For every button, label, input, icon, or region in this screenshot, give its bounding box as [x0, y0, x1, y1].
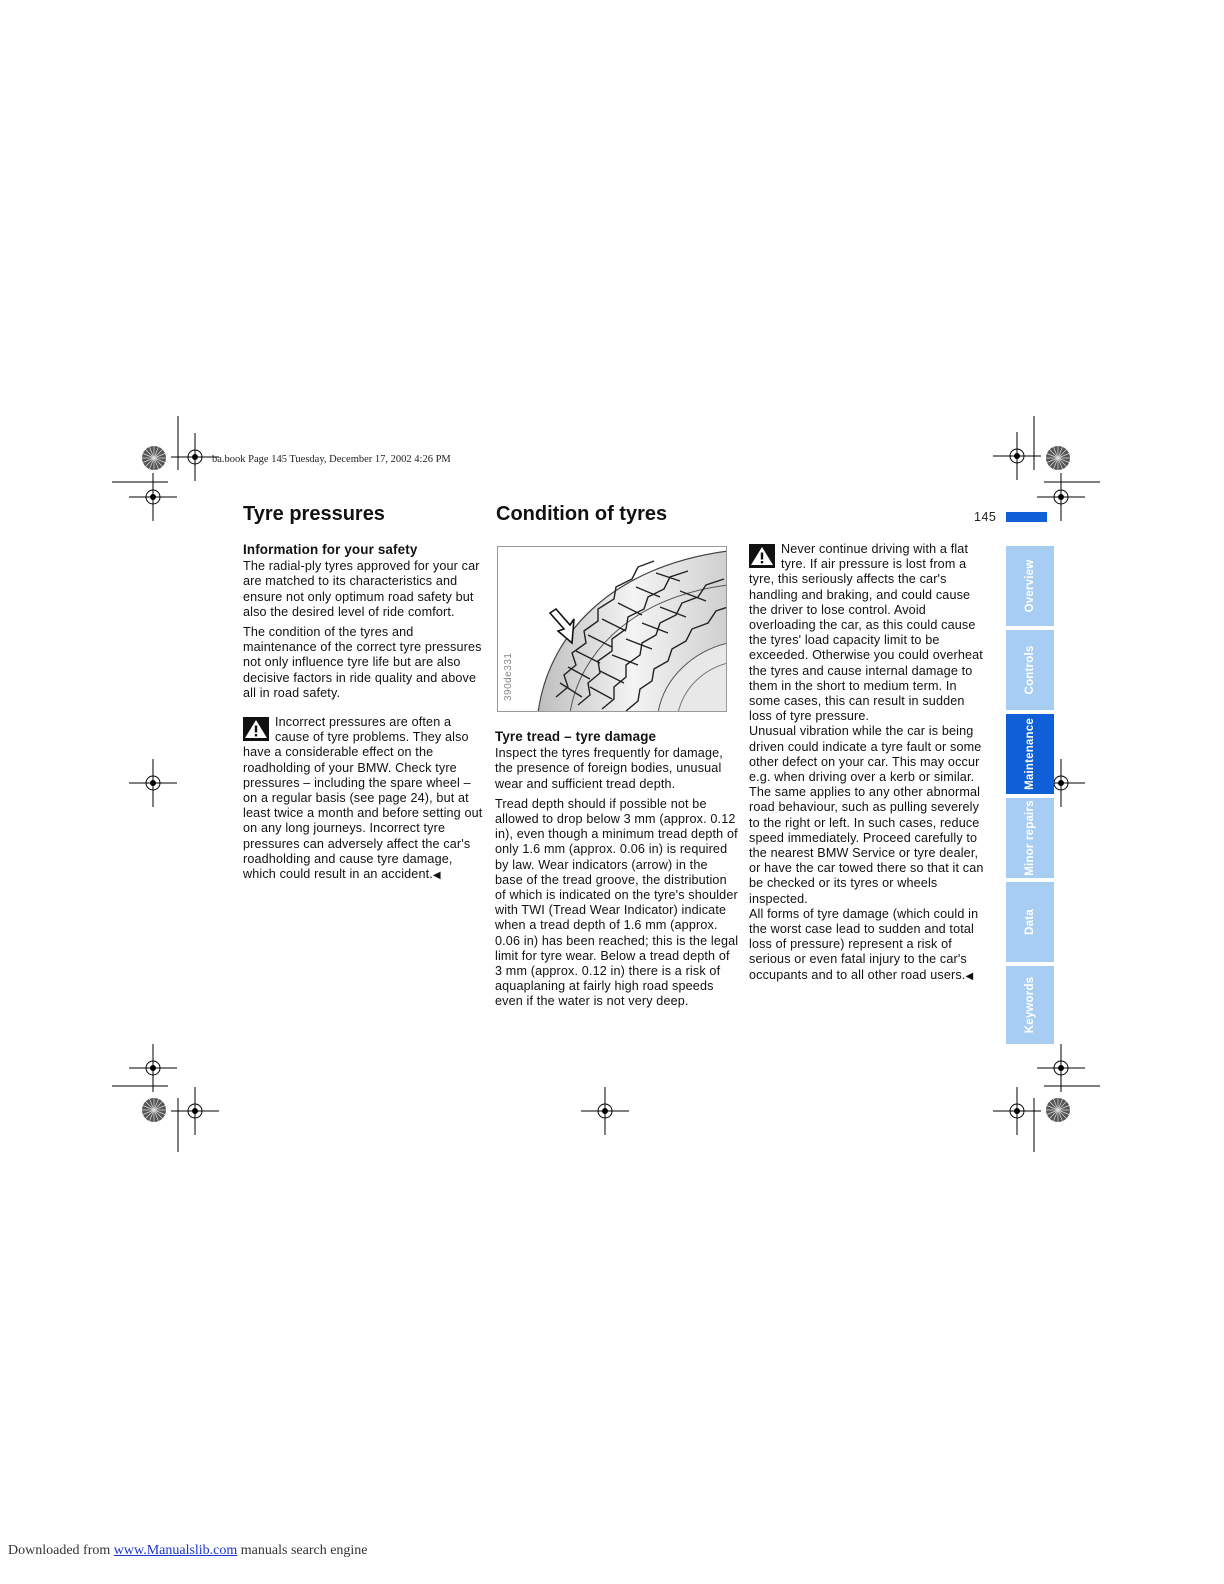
- tab-data[interactable]: [1006, 882, 1054, 962]
- section-title-condition-of-tyres: Condition of tyres: [496, 503, 668, 525]
- subheading-safety-info: Information for your safety: [243, 542, 418, 557]
- warning-triangle-icon: [749, 544, 775, 568]
- section-title-tyre-pressures: Tyre pressures: [243, 503, 385, 525]
- tab-controls[interactable]: [1006, 630, 1054, 710]
- page-number: 145: [974, 510, 997, 524]
- left-column: [243, 542, 487, 883]
- tab-label: Minor repairs: [1024, 800, 1036, 876]
- paragraph: The condition of the tyres and maintenance of the correct tyre pressures not only influence tyre life but are also decisive factors in ride quality and above all in road safety.: [243, 625, 482, 700]
- right-column: [749, 542, 991, 984]
- tyre-tread-illustration: [498, 547, 727, 712]
- end-mark-icon: ◀: [965, 970, 974, 982]
- end-mark-icon: ◀: [432, 870, 441, 882]
- paragraph: Tread depth should if possible not be allowed to drop below 3 mm (approx. 0.12 in), even though a minimum tread depth of only 1.6 mm (approx. 0.06 in) is required by law. Wear indicators (arrow) in the base of the tread groove, the distribution of which is indicated on the tyre's shoulder with TWI (Tread Wear Indicator) indicate when a tread depth of 1.6 mm (approx. 0.06 in) has been reached; this is the legal limit for tyre wear. Below a tread depth of 3 mm (approx. 0.12 in) there is a risk of aquaplaning at fairly high road speeds even if the water is not very deep.: [495, 796, 739, 1009]
- download-footer: [8, 1543, 368, 1559]
- warning-text-final: [749, 907, 991, 984]
- figure-id: 390de331: [503, 652, 514, 701]
- footer-prefix: Downloaded from: [8, 1543, 114, 1558]
- warning-block: [243, 715, 487, 883]
- middle-column: [495, 729, 739, 1015]
- tab-maintenance[interactable]: [1006, 714, 1054, 794]
- warning-text: Incorrect pressures are often a cause of tyre problems. They also have a considerable effect on the roadholding of your BMW. Check tyre pressures – including the spare wheel – on a regular basis (see page 24), but at least twice a month and before setting out on any long journeys. Incorrect tyre pressures can adversely affect the car's roadholding and cause tyre damage, which could result in an accident.: [243, 715, 483, 882]
- footer-suffix: manuals search engine: [237, 1543, 368, 1558]
- manualslib-link[interactable]: www.Manualslib.com: [113, 1543, 238, 1558]
- print-header: ba.book Page 145 Tuesday, December 17, 2002 4:26 PM: [212, 454, 451, 465]
- subheading-tyre-tread: Tyre tread – tyre damage: [495, 729, 657, 744]
- warning-block: [749, 542, 991, 984]
- warning-triangle-icon: [243, 717, 269, 741]
- paragraph: Inspect the tyres frequently for damage, the presence of foreign bodies, unusual wear and sufficient tread depth.: [495, 746, 723, 791]
- tab-label: Keywords: [1024, 976, 1036, 1034]
- warning-text: Never continue driving with a flat tyre. If air pressure is lost from a tyre, this seriously affects the car's handling and braking, and could cause the driver to lose control. Avoid overloading the car, as this could cause the tyres' load capacity limit to be exceeded. Otherwise you could overheat the tyres and cause internal damage to them in the short to medium term. In some cases, this can result in sudden loss of tyre pressure.: [749, 542, 983, 724]
- warning-text: All forms of tyre damage (which could in the worst case lead to sudden and total loss of pressure) represent a risk of serious or even fatal injury to the car's occupants and to all other road users.: [749, 906, 979, 982]
- tab-label: Data: [1024, 909, 1036, 935]
- page-accent-bar: [1006, 512, 1047, 522]
- warning-text: Unusual vibration while the car is being driven could indicate a tyre fault or some other defect on your car. This may occur e.g. when driving over a kerb or similar. The same applies to any other abnormal road behaviour, such as pulling severely to the right or left. In such cases, reduce speed immediately. Proceed carefully to the nearest BMW Service or tyre dealer, or have the car towed there so that it can be checked or its tyres or wheels inspected.: [749, 724, 984, 906]
- tab-label: Controls: [1024, 645, 1036, 695]
- paragraph: The radial-ply tyres approved for your car are matched to its characteristics and ensure not only optimum road safety but also the desired level of ride comfort.: [243, 559, 480, 619]
- tab-keywords[interactable]: [1006, 966, 1054, 1044]
- tyre-tread-figure: [497, 546, 727, 712]
- tab-overview[interactable]: [1006, 546, 1054, 626]
- tab-label: Maintenance: [1024, 718, 1036, 790]
- tab-minor-repairs[interactable]: [1006, 798, 1054, 878]
- tab-label: Overview: [1024, 559, 1036, 613]
